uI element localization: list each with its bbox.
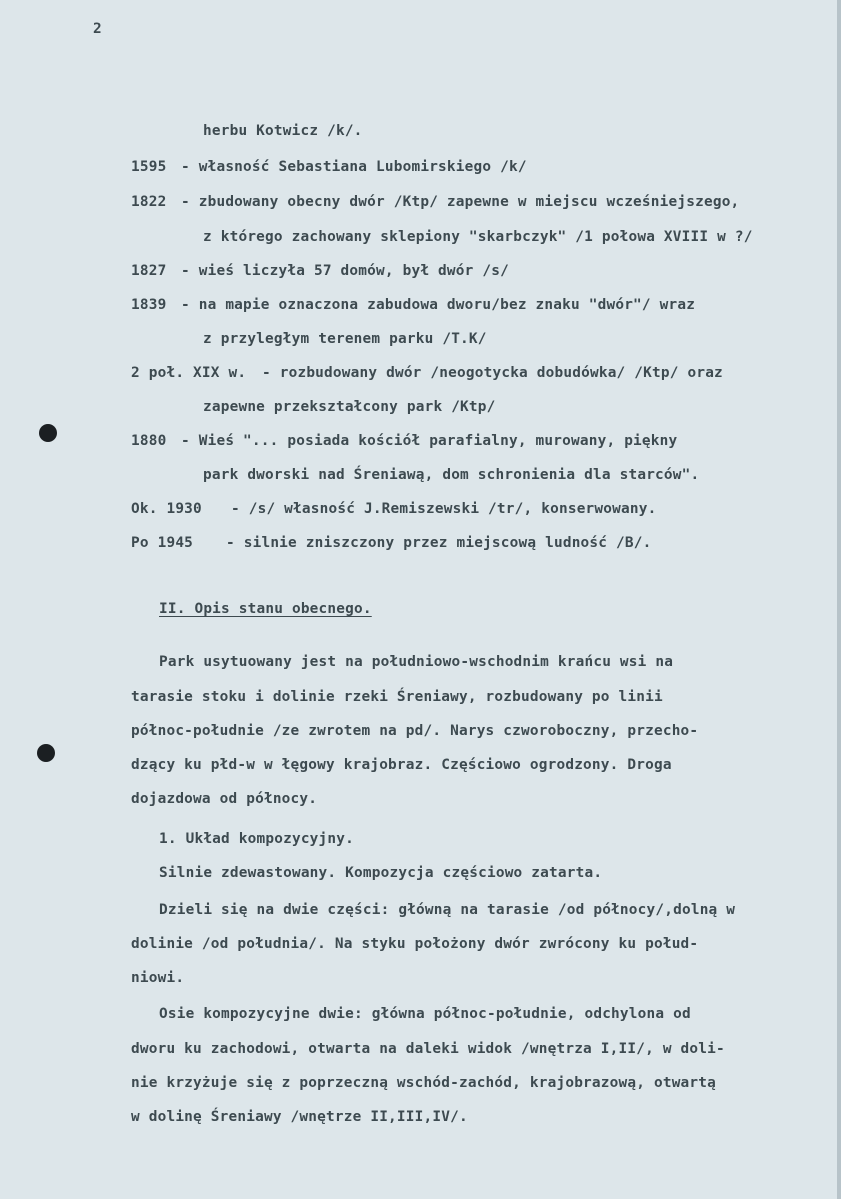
history-line: - zbudowany obecny dwór /Ktp/ zapewne w miejscu wcześniejszego, [181,194,740,210]
history-line: - wieś liczyła 57 domów, był dwór /s/ [181,263,509,279]
section-heading: II. Opis stanu obecnego. [159,601,372,617]
paragraph-line: nie krzyżuje się z poprzeczną wschód-zachód, krajobrazową, otwartą [131,1075,717,1091]
page-edge [837,0,841,1199]
history-line: z przyległym terenem parku /T.K/ [203,331,487,347]
history-line: park dworski nad Śreniawą, dom schronienia dla starców". [203,467,700,483]
punch-hole [37,744,55,762]
paragraph-line: dolinie /od południa/. Na styku położony dwór zwrócony ku połud- [131,936,699,952]
paragraph-line: dworu ku zachodowi, otwarta na daleki widok /wnętrza I,II/, w doli- [131,1041,725,1057]
history-line: - własność Sebastiana Lubomirskiego /k/ [181,159,527,175]
history-year: 2 poł. XIX w. [131,365,247,381]
paragraph-line: Osie kompozycyjne dwie: główna północ-południe, odchylona od [159,1006,691,1022]
history-year: Ok. 1930 [131,501,202,517]
history-line: - Wieś "... posiada kościół parafialny, murowany, piękny [181,433,678,449]
history-line: herbu Kotwicz /k/. [203,123,363,139]
history-year: 1595 [131,159,167,175]
page-number: 2 [93,21,102,37]
paragraph-line: w dolinę Śreniawy /wnętrze II,III,IV/. [131,1109,468,1125]
history-line: - rozbudowany dwór /neogotycka dobudówka/ /Ktp/ oraz [262,365,723,381]
paragraph-line: niowi. [131,970,185,986]
punch-hole [39,424,57,442]
paragraph-line: Silnie zdewastowany. Kompozycja częściowo zatarta. [159,865,603,881]
history-year: 1827 [131,263,167,279]
history-line: - silnie zniszczony przez miejscową ludność /B/. [226,535,652,551]
subheading: 1. Układ kompozycyjny. [159,831,355,847]
paragraph-line: Dzieli się na dwie części: główną na tarasie /od północy/,dolną w [159,902,736,918]
history-line: - /s/ własność J.Remiszewski /tr/, konserwowany. [231,501,657,517]
history-line: zapewne przekształcony park /Ktp/ [203,399,496,415]
paragraph-line: dzący ku płd-w w łęgowy krajobraz. Częściowo ogrodzony. Droga [131,757,672,773]
paragraph-line: północ-południe /ze zwrotem na pd/. Narys czworoboczny, przecho- [131,723,699,739]
history-line: - na mapie oznaczona zabudowa dworu/bez znaku "dwór"/ wraz [181,297,696,313]
paragraph-line: tarasie stoku i dolinie rzeki Śreniawy, rozbudowany po linii [131,689,663,705]
history-year: Po 1945 [131,535,194,551]
paragraph-line: Park usytuowany jest na południowo-wschodnim krańcu wsi na [159,654,674,670]
history-year: 1839 [131,297,167,313]
history-year: 1880 [131,433,167,449]
paragraph-line: dojazdowa od północy. [131,791,318,807]
history-line: z którego zachowany sklepiony "skarbczyk" /1 połowa XVIII w ?/ [203,229,753,245]
history-year: 1822 [131,194,167,210]
